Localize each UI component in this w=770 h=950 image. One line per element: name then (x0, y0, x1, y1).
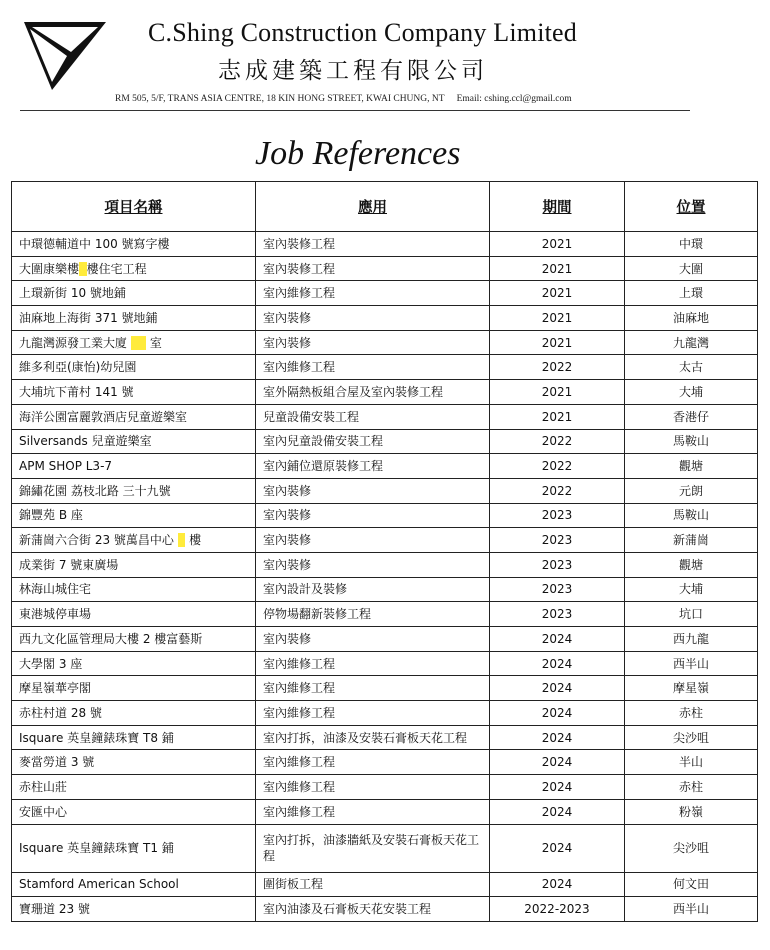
cell-project (12, 429, 256, 454)
cell-location: 半山 (625, 750, 758, 775)
cell-project (12, 872, 256, 897)
company-address-line (115, 94, 675, 104)
cell-usage: 室內維修工程 (256, 701, 490, 726)
cell-usage: 室內裝修 (256, 627, 490, 652)
cell-period: 2024 (490, 651, 625, 676)
company-email: Email: cshing.ccl@gmail.com (456, 94, 572, 104)
cell-usage: 室內鋪位還原裝修工程 (256, 454, 490, 479)
cell-usage: 室內維修工程 (256, 799, 490, 824)
cell-location: 尖沙咀 (625, 824, 758, 872)
table-row (12, 454, 758, 479)
project-name: 安匯中心 (19, 804, 68, 819)
cell-usage: 室內維修工程 (256, 281, 490, 306)
table-row (12, 429, 758, 454)
cell-usage: 室內裝修 (256, 330, 490, 355)
cell-period: 2023 (490, 528, 625, 553)
cell-period: 2022 (490, 355, 625, 380)
cell-usage: 室內設計及裝修 (256, 577, 490, 602)
cell-usage: 室內裝修 (256, 528, 490, 553)
project-name: 上環新街 10 號地鋪 (19, 286, 126, 301)
cell-location: 香港仔 (625, 404, 758, 429)
cell-location: 大圍 (625, 256, 758, 281)
table-row (12, 897, 758, 922)
project-name: Silversands 兒童遊樂室 (19, 434, 152, 449)
cell-location: 大埔 (625, 380, 758, 405)
cell-location: 西半山 (625, 897, 758, 922)
cell-usage: 室內維修工程 (256, 775, 490, 800)
cell-usage: 室內裝修 (256, 503, 490, 528)
table-row (12, 306, 758, 331)
project-name: 成業街 7 號東廣場 (19, 557, 119, 572)
table-row (12, 478, 758, 503)
table-row (12, 577, 758, 602)
cell-project (12, 528, 256, 553)
cell-location: 元朗 (625, 478, 758, 503)
cell-period: 2022 (490, 454, 625, 479)
cell-project (12, 404, 256, 429)
table-row (12, 701, 758, 726)
cell-location: 油麻地 (625, 306, 758, 331)
cell-location: 西九龍 (625, 627, 758, 652)
cell-period: 2021 (490, 256, 625, 281)
cell-project (12, 454, 256, 479)
cell-project (12, 775, 256, 800)
cell-usage: 室內維修工程 (256, 676, 490, 701)
cell-location: 赤柱 (625, 775, 758, 800)
cell-location: 尖沙咀 (625, 725, 758, 750)
cell-location: 赤柱 (625, 701, 758, 726)
project-name: 西九文化區管理局大樓 2 樓富藝斯 (19, 631, 203, 646)
project-name: Isquare 英皇鐘錶珠寶 T8 鋪 (19, 730, 174, 745)
cell-period: 2022 (490, 429, 625, 454)
cell-period: 2021 (490, 330, 625, 355)
project-name: 摩星嶺華亭閣 (19, 681, 92, 696)
cell-period: 2023 (490, 577, 625, 602)
project-name-suffix: 樓 (185, 533, 202, 548)
cell-usage: 兒童設備安裝工程 (256, 404, 490, 429)
cell-period: 2023 (490, 552, 625, 577)
cell-project (12, 627, 256, 652)
table-row (12, 503, 758, 528)
project-name: 油麻地上海街 371 號地鋪 (19, 310, 158, 325)
cell-project (12, 355, 256, 380)
table-row (12, 256, 758, 281)
project-name: 寶珊道 23 號 (19, 902, 90, 917)
header-usage: 應用 (256, 182, 490, 232)
cell-location: 馬鞍山 (625, 429, 758, 454)
table-row (12, 330, 758, 355)
cell-usage: 停物場翻新裝修工程 (256, 602, 490, 627)
cell-period: 2024 (490, 701, 625, 726)
cell-project (12, 602, 256, 627)
header-period: 期間 (490, 182, 625, 232)
cell-period: 2022-2023 (490, 897, 625, 922)
table-header-row (12, 182, 758, 232)
project-name: 海洋公園富麗敦酒店兒童遊樂室 (19, 409, 188, 424)
table-row (12, 627, 758, 652)
cell-location: 中環 (625, 232, 758, 257)
table-row (12, 528, 758, 553)
cell-location: 觀塘 (625, 454, 758, 479)
table-row (12, 552, 758, 577)
cell-period: 2024 (490, 872, 625, 897)
cell-usage: 室內裝修工程 (256, 256, 490, 281)
cell-location: 摩星嶺 (625, 676, 758, 701)
cell-location: 西半山 (625, 651, 758, 676)
cell-period: 2024 (490, 824, 625, 872)
table-row (12, 799, 758, 824)
cell-usage: 室內維修工程 (256, 355, 490, 380)
header-divider (20, 110, 690, 111)
cell-period: 2023 (490, 602, 625, 627)
table-row (12, 602, 758, 627)
cell-usage: 室內裝修 (256, 306, 490, 331)
cell-location: 坑口 (625, 602, 758, 627)
table-row (12, 775, 758, 800)
project-name: APM SHOP L3-7 (19, 459, 113, 474)
company-name-en: C.Shing Construction Company Limited (148, 18, 577, 47)
cell-project (12, 306, 256, 331)
cell-usage: 圍街板工程 (256, 872, 490, 897)
cell-project (12, 281, 256, 306)
redaction-highlight (79, 262, 87, 276)
company-name-zh: 志成建築工程有限公司 (218, 58, 488, 84)
cell-usage: 室內油漆及石膏板天花安裝工程 (256, 897, 490, 922)
cell-usage: 室內裝修工程 (256, 232, 490, 257)
cell-location: 九龍灣 (625, 330, 758, 355)
cell-period: 2021 (490, 232, 625, 257)
cell-project (12, 577, 256, 602)
cell-project (12, 725, 256, 750)
project-name: Isquare 英皇鐘錶珠寶 T1 鋪 (19, 841, 174, 855)
cell-project (12, 330, 256, 355)
cell-usage: 室內打拆，油漆及安裝石膏板天花工程 (256, 725, 490, 750)
cell-usage: 室內裝修 (256, 478, 490, 503)
project-name: 大圍康樂樓 (19, 261, 80, 276)
cell-period: 2024 (490, 750, 625, 775)
project-name: 赤柱村道 28 號 (19, 705, 102, 720)
cell-period: 2024 (490, 627, 625, 652)
cell-period: 2024 (490, 775, 625, 800)
project-name: 維多利亞(康怡)幼兒園 (19, 360, 137, 375)
cell-project (12, 232, 256, 257)
company-address: RM 505, 5/F, TRANS ASIA CENTRE, 18 KIN HONG STREET, KWAI CHUNG, NT (115, 94, 445, 104)
table-row (12, 281, 758, 306)
cell-period: 2022 (490, 478, 625, 503)
cell-project (12, 701, 256, 726)
table-row (12, 725, 758, 750)
cell-usage: 室內維修工程 (256, 651, 490, 676)
project-name: 林海山城住宅 (19, 582, 92, 597)
project-name: 大埔坑下莆村 141 號 (19, 384, 134, 399)
cell-period: 2021 (490, 306, 625, 331)
company-logo (22, 20, 108, 92)
table-row (12, 404, 758, 429)
project-name-suffix: 樓住宅工程 (86, 261, 147, 276)
cell-location: 觀塘 (625, 552, 758, 577)
cell-usage: 室內打拆，油漆牆紙及安裝石膏板天花工程 (256, 824, 490, 872)
header-project: 項目名稱 (12, 182, 256, 232)
job-references-table (11, 181, 758, 922)
cell-project (12, 750, 256, 775)
cell-period: 2021 (490, 380, 625, 405)
table-body (12, 232, 758, 922)
cell-location: 新蒲崗 (625, 528, 758, 553)
table-row (12, 676, 758, 701)
table-row (12, 750, 758, 775)
cell-location: 太古 (625, 355, 758, 380)
cell-location: 馬鞍山 (625, 503, 758, 528)
cell-project (12, 256, 256, 281)
cell-usage: 室內兒童設備安裝工程 (256, 429, 490, 454)
header-location: 位置 (625, 182, 758, 232)
cell-project (12, 478, 256, 503)
project-name: 新蒲崗六合街 23 號萬昌中心 (19, 533, 178, 548)
cell-period: 2021 (490, 404, 625, 429)
table-row (12, 380, 758, 405)
cell-project (12, 799, 256, 824)
cell-period: 2024 (490, 799, 625, 824)
cell-location: 粉嶺 (625, 799, 758, 824)
cell-period: 2024 (490, 725, 625, 750)
cell-project (12, 676, 256, 701)
project-name: 錦繡花園 荔枝北路 三十九號 (19, 483, 171, 498)
cell-project (12, 651, 256, 676)
cell-project (12, 897, 256, 922)
project-name: 麥當勞道 3 號 (19, 755, 95, 770)
project-name: 九龍灣源發工業大廈 (19, 335, 131, 350)
table-row (12, 355, 758, 380)
cell-period: 2024 (490, 676, 625, 701)
cell-usage: 室內裝修 (256, 552, 490, 577)
table-row (12, 872, 758, 897)
project-name: 赤柱山莊 (19, 779, 68, 794)
project-name: 錦豐苑 B 座 (19, 508, 83, 523)
cell-usage: 室外隔熱板組合屋及室內裝修工程 (256, 380, 490, 405)
cell-period: 2021 (490, 281, 625, 306)
cell-usage: 室內維修工程 (256, 750, 490, 775)
table-row (12, 651, 758, 676)
cell-project (12, 380, 256, 405)
cell-location: 大埔 (625, 577, 758, 602)
cell-period: 2023 (490, 503, 625, 528)
project-name: 中環德輔道中 100 號寫字樓 (19, 236, 170, 251)
table-row (12, 232, 758, 257)
project-name: Stamford American School (19, 877, 179, 892)
redaction-highlight (131, 336, 146, 350)
cell-project (12, 552, 256, 577)
cell-project (12, 503, 256, 528)
project-name: 大學閣 3 座 (19, 656, 83, 671)
project-name-suffix: 室 (146, 335, 162, 350)
cell-project (12, 824, 256, 872)
project-name: 東港城停車場 (19, 607, 92, 622)
document-title: Job References (255, 135, 461, 172)
cell-location: 何文田 (625, 872, 758, 897)
cell-location: 上環 (625, 281, 758, 306)
table-row (12, 824, 758, 872)
